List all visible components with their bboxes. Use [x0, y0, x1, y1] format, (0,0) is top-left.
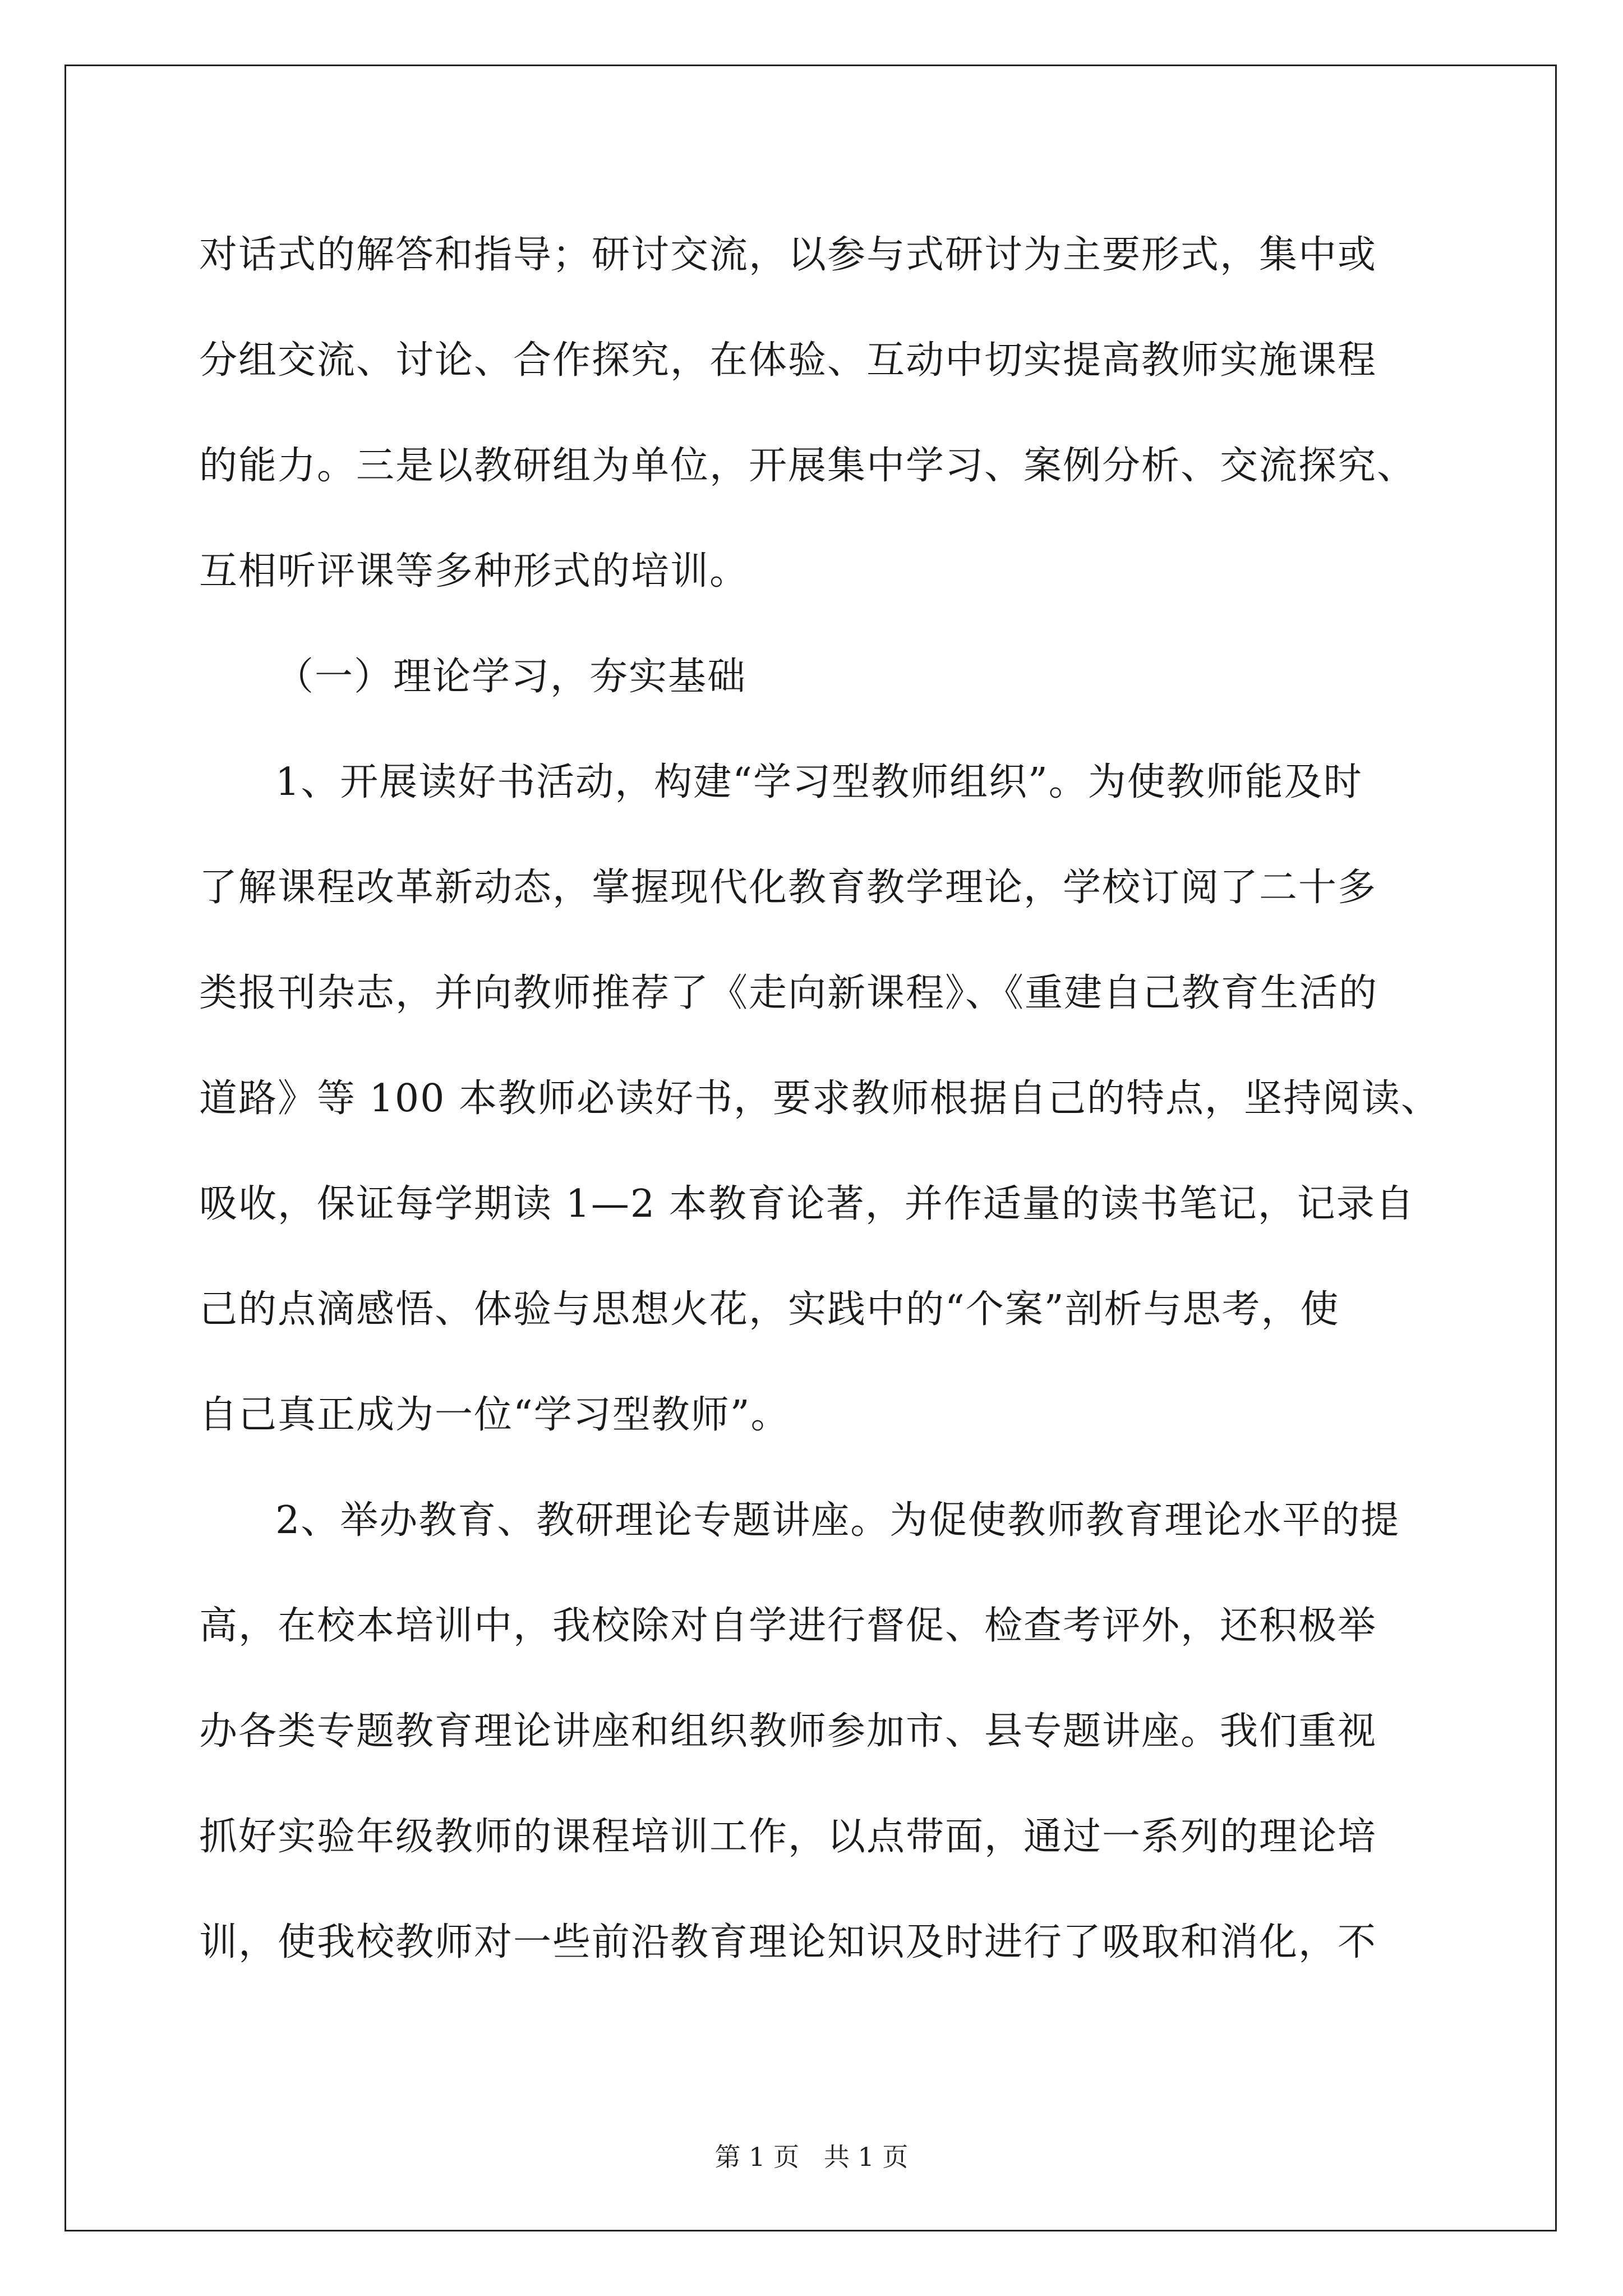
text-line: 分组交流、讨论、合作探究，在体验、互动中切实提高教师实施课程 — [199, 338, 1377, 383]
text-line: 训，使我校教师对一些前沿教育理论知识及时进行了吸取和消化，不 — [199, 1920, 1377, 1964]
text-line: 办各类专题教育理论讲座和组织教师参加市、县专题讲座。我们重视 — [199, 1709, 1377, 1754]
text-line: 道路》等 100 本教师必读好书，要求教师根据自己的特点，坚持阅读、 — [199, 1076, 1441, 1121]
text-line: 自己真正成为一位“学习型教师”。 — [199, 1393, 790, 1437]
paragraph-first-line: 2、举办教育、教研理论专题讲座。为促使教师教育理论水平的提 — [275, 1498, 1400, 1543]
paragraph-first-line: 1、开展读好书活动，构建“学习型教师组织”。为使教师能及时 — [275, 760, 1363, 804]
text-line: 的能力。三是以教研组为单位，开展集中学习、案例分析、交流探究、 — [199, 444, 1417, 488]
text-line: 了解课程改革新动态，掌握现代化教育教学理论，学校订阅了二十多 — [199, 866, 1377, 910]
section-heading: （一）理论学习，夯实基础 — [275, 655, 747, 699]
text-line: 高，在校本培训中，我校除对自学进行督促、检查考评外，还积极举 — [199, 1604, 1377, 1648]
document-body — [199, 213, 1441, 2006]
text-line: 类报刊杂志，并向教师推荐了《走向新课程》、《重建自己教育生活的 — [199, 971, 1378, 1015]
text-line: 抓好实验年级教师的课程培训工作，以点带面，通过一系列的理论培 — [199, 1815, 1377, 1859]
page-number-footer: 第 1 页 共 1 页 — [714, 2142, 909, 2172]
text-line: 互相听评课等多种形式的培训。 — [199, 549, 749, 593]
text-line: 吸收，保证每学期读 1—2 本教育论著，并作适量的读书笔记，记录自 — [199, 1182, 1415, 1226]
text-line: 己的点滴感悟、体验与思想火花，实践中的“个案”剖析与思考，使 — [199, 1287, 1340, 1332]
text-line: 对话式的解答和指导；研讨交流，以参与式研讨为主要形式，集中或 — [199, 233, 1377, 277]
